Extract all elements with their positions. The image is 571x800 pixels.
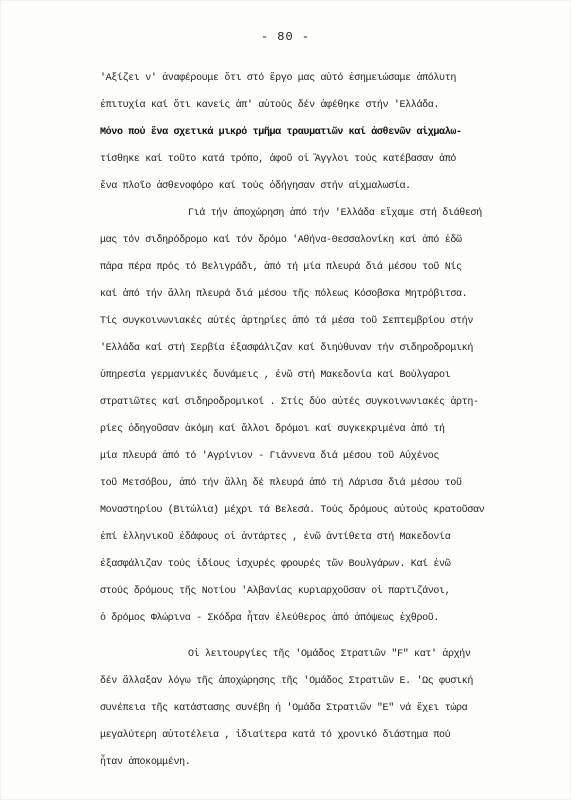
text-line: μία πλευρά ἀπό τό 'Αγρίνιον - Γιάννενα διά μέσου τοῦ Αὐχένος [100, 451, 440, 462]
text-line: Μόνο πού ἕνα σχετικά μικρό τμῆμα τραυματιῶν καί ἀσθενῶν αἰχμαλω- [100, 127, 462, 138]
text-line: ἐξασφάλιζαν τούς ἰδίους ἰσχυρές φρουρές τῶν Βουλγάρων. Καί ἐνῶ [100, 559, 451, 570]
text-line: ἐπί ἑλληνικοῦ ἐδάφους οἱ ἀντάρτες , ἐνῶ ἀντίθετα στή Μακεδονία [100, 532, 451, 543]
text-line: στούς δρόμους τῆς Νοτίου 'Αλβανίας κυριαρχοῦσαν οἱ παρτιζάνοι, [100, 586, 451, 597]
text-line: μας τόν σιδηρόδρομο καί τόν δρόμο 'Αθήνα-Θεσσαλονίκη καί ἀπό ἐδῶ [100, 235, 462, 246]
page-number: - 80 - [260, 30, 311, 44]
text-line: ρίες ὁδηγοῦσαν ἀκόμη καί ἄλλοι δρόμοι καί συγκεκριμένα ἀπό τή [100, 424, 445, 435]
text-line: τίσθηκε καί τοῦτο κατά τρόπο, ἀφοῦ οἱ Ἄγγλοι τούς κατέβασαν ἀπό [100, 154, 457, 165]
text-line: στρατιῶτες καί σιδηροδρομικοί . Στίς δύο αὐτές συγκοινωνιακές ἀρτη- [100, 397, 479, 408]
text-line: ἐπιτυχία καί ὅτι κανείς ἀπ' αὐτούς δέν ἀφέθηκε στήν 'Ελλάδα. [100, 100, 440, 111]
text-line: ὑπηρεσία γερμανικές δυνάμεις , ἐνῶ στή Μακεδονία καί Βούλγαροι [100, 370, 451, 381]
text-line: τοῦ Μετσόβου, ἀπό τήν ἄλλη δέ πλευρά ἀπό τή Λάρισα διά μέσου τοῦ [100, 478, 462, 489]
text-line: ὁ δρόμος Φλώρινα - Σκόδρα ἦταν ἐλεύθερος ἀπό ἀπόψεως ἐχθροῦ. [100, 613, 440, 624]
text-line: Οἱ λειτουργίες τῆς 'Ομάδος Στρατιῶν "F" κατ' ἀρχήν [188, 649, 471, 660]
text-line: ἦταν ἀποκομμένη. [100, 757, 191, 768]
text-line: Μοναστηρίου (Βιτώλια) μέχρι τά Βελεσά. Τούς δρόμους αὐτούς κρατοῦσαν [100, 505, 485, 516]
text-line: Γιά τήν ἀποχώρηση ἀπό τήν 'Ελλάδα εἴχαμε στή διάθεσή [188, 208, 482, 219]
text-line: συνέπεια τῆς κατάστασης συνέβη ἡ 'Ομάδα Στρατιῶν "Ε" νά ἔχει τώρα [100, 703, 468, 714]
text-line: 'Ελλάδα καί στή Σερβία ἐξασφάλιζαν καί διηύθυναν τήν σιδηροδρομική [100, 343, 473, 354]
text-line: καί ἀπό τήν ἄλλη πλευρά διά μέσου τῆς πόλεως Κόσοβσκα Μητρόβιτσα. [100, 289, 468, 300]
text-line: μεγαλύτερη αὐτοτέλεια , ἰδιαίτερα κατά τό χρονικό διάστημα πού [100, 730, 451, 741]
text-line: 'Αξίζει ν' ἀναφέρουμε ὅτι στό ἔργο μας αὐτό ἐσημειώσαμε ἀπόλυτη [100, 73, 457, 84]
text-line: ἕνα πλοῖο ἀσθενοφόρο καί τούς ὁδήγησαν στήν αἰχμαλωσία. [100, 181, 411, 192]
text-line: Τίς συγκοινωνιακές αὐτές ἀρτηρίες ἀπό τά μέσα τοῦ Σεπτεμβρίου στήν [100, 316, 473, 327]
text-line: δέν ἄλλαξαν λόγω τῆς ἀποχώρησης τῆς 'Ομάδος Στρατιῶν Ε. 'Ως φυσική [100, 676, 473, 687]
text-line: πάρα πέρα πρός τό Βελιγράδι, ἀπό τή μία πλευρά διά μέσου τοῦ Νίς [100, 262, 462, 273]
